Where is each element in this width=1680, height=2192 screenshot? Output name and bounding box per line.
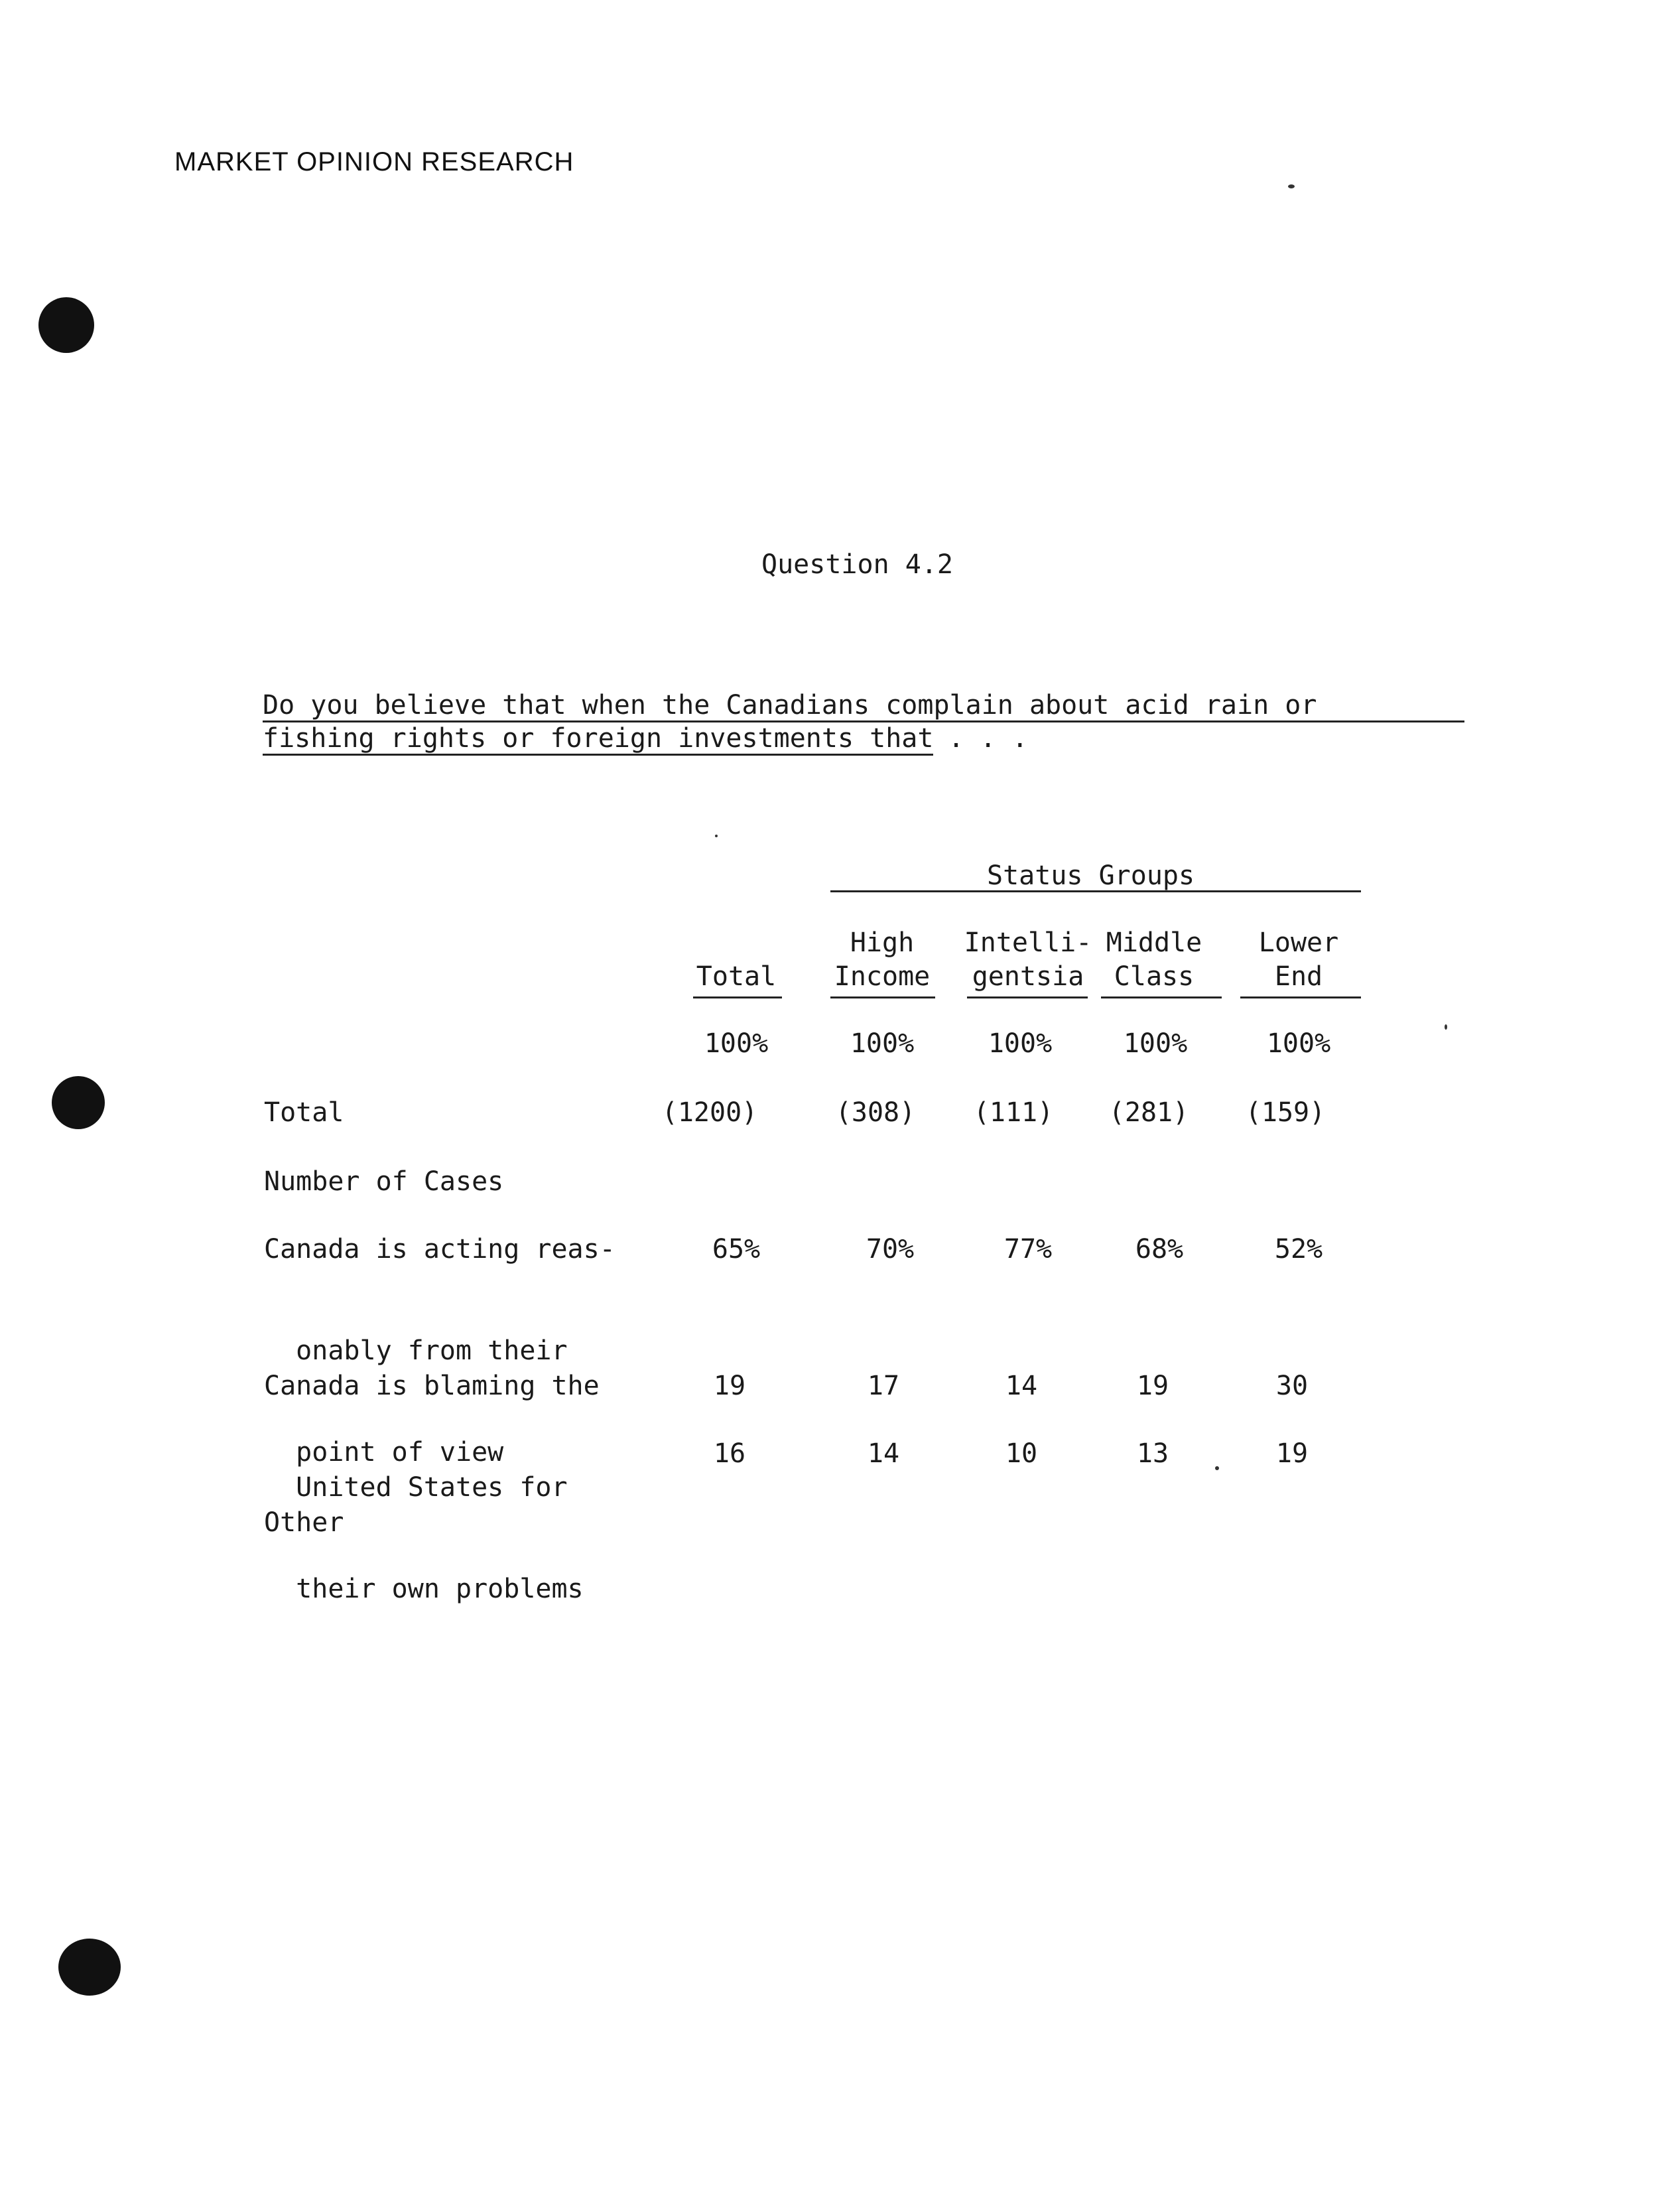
table-cell: 19	[1136, 1371, 1169, 1401]
question-text-line-2-underlined: fishing rights or foreign investments that	[263, 723, 933, 756]
table-cell: (308)	[835, 1097, 916, 1128]
table-cell: (159)	[1245, 1097, 1326, 1128]
punch-hole-top	[38, 297, 94, 353]
row-label-line: point of view	[264, 1437, 504, 1468]
question-title: Question 4.2	[761, 549, 953, 580]
column-header-line-2: Income	[834, 961, 931, 992]
table-cell: 19	[713, 1371, 746, 1401]
column-header-line-2: Class	[1114, 961, 1195, 992]
table-cell: 68%	[1135, 1234, 1184, 1265]
column-header-lower-end	[1226, 926, 1372, 994]
column-header-line-1: Middle	[1106, 927, 1202, 958]
status-groups-rule	[830, 890, 1361, 892]
table-cell: 16	[713, 1438, 746, 1469]
column-header-underline	[967, 996, 1088, 998]
row-label-line: Other	[264, 1507, 344, 1538]
column-header-total	[663, 926, 809, 994]
column-header-line-2: End	[1274, 961, 1323, 992]
scan-speck	[1445, 1024, 1447, 1030]
letterhead: MARKET OPINION RESEARCH	[174, 147, 574, 176]
row-label-line: Total	[264, 1097, 344, 1128]
table-cell: 14	[867, 1438, 900, 1469]
column-header-middle-class	[1088, 926, 1220, 994]
row-label-line: Number of Cases	[264, 1166, 504, 1197]
table-cell: 14	[1005, 1371, 1038, 1401]
table-cell: 52%	[1274, 1234, 1323, 1265]
column-header-underline	[693, 996, 782, 998]
punch-hole-bottom	[58, 1939, 121, 1996]
column-header-intelligentsia	[948, 926, 1108, 994]
column-header-underline	[1240, 996, 1361, 998]
row-label-line: onably from their	[264, 1336, 568, 1366]
column-header-underline	[830, 996, 935, 998]
punch-hole-middle	[52, 1076, 105, 1129]
table-cell: 100%	[704, 1028, 769, 1059]
table-cell: 13	[1136, 1438, 1169, 1469]
column-header-line-1: High	[850, 927, 915, 958]
row-label-line: United States for	[264, 1472, 568, 1503]
table-cell: 77%	[1003, 1234, 1053, 1265]
question-ellipsis: . . .	[948, 723, 1028, 754]
table-cell: 100%	[1266, 1028, 1331, 1059]
table-cell: 17	[867, 1371, 900, 1401]
column-header-line-1: Lower	[1258, 927, 1339, 958]
table-cell: (111)	[973, 1097, 1054, 1128]
table-cell: 10	[1005, 1438, 1038, 1469]
table-cell: (281)	[1108, 1097, 1189, 1128]
row-label-line: their own problems	[264, 1574, 584, 1604]
scan-speck	[715, 835, 718, 837]
row-label-line: Canada is blaming the	[264, 1371, 600, 1401]
column-header-underline	[1101, 996, 1222, 998]
table-cell: 100%	[988, 1028, 1053, 1059]
column-header-line-2: Total	[696, 961, 777, 992]
row-label-line: Canada is acting reas-	[264, 1234, 615, 1265]
table-cell: 70%	[866, 1234, 915, 1265]
table-cell: 100%	[850, 1028, 915, 1059]
table-cell: 65%	[712, 1234, 761, 1265]
column-header-high-income	[809, 926, 955, 994]
table-cell: (1200)	[661, 1097, 758, 1128]
table-cell: 100%	[1123, 1028, 1188, 1059]
column-header-line-1: Intelli-	[964, 927, 1092, 958]
question-text-line-2	[263, 723, 1028, 754]
question-text-line-1: Do you believe that when the Canadians complain about acid rain or	[263, 690, 1464, 722]
table-cell: 19	[1275, 1438, 1309, 1469]
column-header-line-1	[663, 926, 809, 960]
table-cell: 30	[1275, 1371, 1309, 1401]
status-groups-title: Status Groups	[987, 860, 1195, 891]
row-label-other	[264, 1438, 344, 1574]
column-header-line-2: gentsia	[972, 961, 1084, 992]
scan-speck	[1288, 184, 1295, 188]
